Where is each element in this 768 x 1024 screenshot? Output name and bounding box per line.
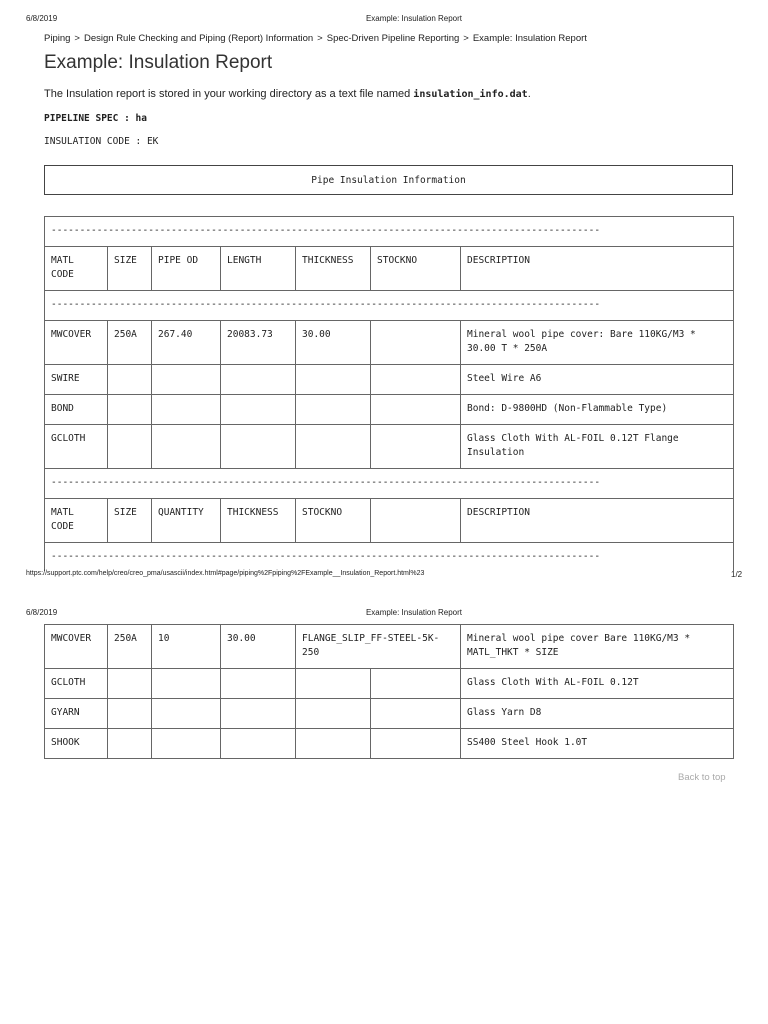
dash-line: ------------------------------------------------------------------------------------------------	[45, 217, 734, 247]
header-cell: MATL CODE	[45, 247, 108, 291]
table-cell	[221, 425, 296, 469]
table-cell	[152, 729, 221, 759]
table-cell	[108, 425, 152, 469]
table-cell	[152, 365, 221, 395]
intro-filename: insulation_info.dat	[413, 89, 528, 100]
insulation-code: INSULATION CODE : EK	[44, 136, 159, 147]
table-cell: SWIRE	[45, 365, 108, 395]
table-cell: SS400 Steel Hook 1.0T	[461, 729, 734, 759]
header-cell: STOCKNO	[371, 247, 461, 291]
table-cell	[371, 395, 461, 425]
breadcrumb-separator: >	[463, 33, 469, 44]
header-cell: DESCRIPTION	[461, 499, 734, 543]
header-row	[45, 499, 734, 543]
table-cell	[371, 321, 461, 365]
table-cell: Glass Cloth With AL-FOIL 0.12T	[461, 669, 734, 699]
table-cell: 20083.73	[221, 321, 296, 365]
print-title: Example: Insulation Report	[365, 14, 463, 23]
intro-text	[44, 88, 531, 100]
table-cell: GYARN	[45, 699, 108, 729]
breadcrumb-separator: >	[317, 33, 323, 44]
table-cell	[296, 425, 371, 469]
table-cell: 30.00	[296, 321, 371, 365]
table-caption: Pipe Insulation Information	[44, 165, 733, 195]
table-cell	[152, 395, 221, 425]
table-row	[45, 669, 734, 699]
table-row	[45, 321, 734, 365]
table-cell: 30.00	[221, 625, 296, 669]
table-cell	[108, 395, 152, 425]
table-cell	[371, 669, 461, 699]
table-cell: FLANGE_SLIP_FF-STEEL-5K-250	[296, 625, 461, 669]
header-cell: QUANTITY	[152, 499, 221, 543]
dash-row	[45, 217, 734, 247]
dash-line: ------------------------------------------------------------------------------------------------	[45, 469, 734, 499]
table-cell	[371, 425, 461, 469]
table-cell	[371, 699, 461, 729]
print-page-number: 1/2	[731, 570, 743, 579]
table-cell	[108, 699, 152, 729]
breadcrumb-link-piping[interactable]: Piping	[44, 33, 71, 44]
header-cell: DESCRIPTION	[461, 247, 734, 291]
table-cell	[108, 669, 152, 699]
print-title-page2: Example: Insulation Report	[365, 608, 463, 617]
table-cell	[108, 365, 152, 395]
table-cell: 10	[152, 625, 221, 669]
table-cell	[108, 729, 152, 759]
intro-text-after: .	[527, 88, 531, 100]
table-row	[45, 699, 734, 729]
insulation-table-page2	[44, 624, 734, 759]
table-cell	[296, 395, 371, 425]
header-cell: SIZE	[108, 247, 152, 291]
table-cell	[296, 699, 371, 729]
table-cell: MWCOVER	[45, 625, 108, 669]
table-cell	[221, 699, 296, 729]
table-cell: BOND	[45, 395, 108, 425]
table-cell: MWCOVER	[45, 321, 108, 365]
table-cell: Mineral wool pipe cover Bare 110KG/M3 * MATL_THKT * SIZE	[461, 625, 734, 669]
table-cell: 267.40	[152, 321, 221, 365]
page-title: Example: Insulation Report	[44, 52, 273, 73]
table-cell	[296, 729, 371, 759]
header-cell	[371, 499, 461, 543]
breadcrumb-link-design-rule[interactable]: Design Rule Checking and Piping (Report) Information	[83, 33, 314, 44]
print-date-page2: 6/8/2019	[26, 608, 58, 617]
table-cell: Steel Wire A6	[461, 365, 734, 395]
header-cell: STOCKNO	[296, 499, 371, 543]
table-cell: Mineral wool pipe cover: Bare 110KG/M3 * 30.00 T * 250A	[461, 321, 734, 365]
table-row	[45, 625, 734, 669]
table-row	[45, 395, 734, 425]
insulation-table-page1	[44, 216, 734, 571]
table-cell	[221, 669, 296, 699]
table-row	[45, 365, 734, 395]
back-to-top-link[interactable]: Back to top	[678, 772, 726, 783]
dash-row	[45, 291, 734, 321]
breadcrumb-separator: >	[74, 33, 80, 44]
breadcrumb	[44, 33, 587, 44]
table-cell	[152, 425, 221, 469]
table-cell: GCLOTH	[45, 669, 108, 699]
table-cell	[221, 365, 296, 395]
table-cell	[296, 365, 371, 395]
header-cell: SIZE	[108, 499, 152, 543]
table-cell	[371, 365, 461, 395]
print-date: 6/8/2019	[26, 14, 58, 23]
pipeline-spec: PIPELINE SPEC : ha	[44, 113, 147, 124]
table-cell: Bond: D-9800HD (Non-Flammable Type)	[461, 395, 734, 425]
table-cell	[152, 669, 221, 699]
breadcrumb-current: Example: Insulation Report	[472, 33, 587, 44]
table-cell: Glass Cloth With AL-FOIL 0.12T Flange Insulation	[461, 425, 734, 469]
header-cell: THICKNESS	[221, 499, 296, 543]
table-row	[45, 729, 734, 759]
table-cell	[221, 729, 296, 759]
header-cell: THICKNESS	[296, 247, 371, 291]
table-cell	[152, 699, 221, 729]
dash-row	[45, 469, 734, 499]
breadcrumb-link-spec-driven[interactable]: Spec-Driven Pipeline Reporting	[326, 33, 460, 44]
header-cell: LENGTH	[221, 247, 296, 291]
header-row	[45, 247, 734, 291]
dash-line: ------------------------------------------------------------------------------------------------	[45, 291, 734, 321]
table-cell: GCLOTH	[45, 425, 108, 469]
table-cell	[221, 395, 296, 425]
header-cell: PIPE OD	[152, 247, 221, 291]
table-cell	[371, 729, 461, 759]
header-cell: MATL CODE	[45, 499, 108, 543]
dash-row	[45, 543, 734, 571]
table-cell: 250A	[108, 625, 152, 669]
table-row	[45, 425, 734, 469]
print-url: https://support.ptc.com/help/creo/creo_pma/usascii/index.html#page/piping%2Fpiping%2FExample__Insulation_Report.html%23	[26, 570, 425, 577]
intro-text-before: The Insulation report is stored in your working directory as a text file named	[44, 88, 414, 100]
table-cell: 250A	[108, 321, 152, 365]
table-cell	[296, 669, 371, 699]
dash-line: ------------------------------------------------------------------------------------------------	[45, 543, 734, 571]
table-cell: SHOOK	[45, 729, 108, 759]
table-cell: Glass Yarn D8	[461, 699, 734, 729]
